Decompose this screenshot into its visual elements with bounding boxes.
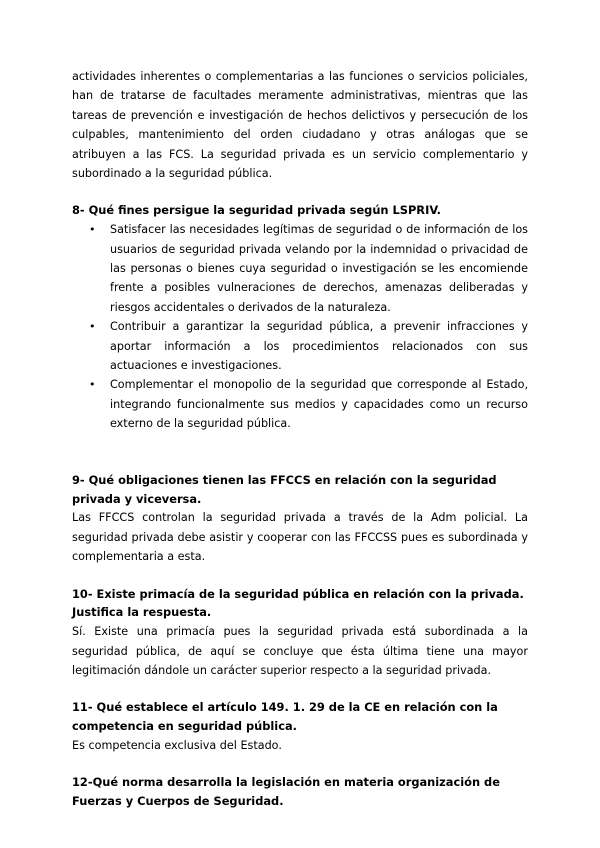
bullet-item: • Satisfacer las necesidades legítimas de seguridad o de información de los usuarios de seguridad privada velando por la indemnidad o privacidad de las personas o bienes cuya seguridad o investigación se les encomiende frente a posibles vulneraciones de derechos, amenazas deliberadas y riesgos accidentales o derivados de la naturaleza. [72,220,528,317]
document-body [72,67,528,811]
question-8-bullet-list [72,220,528,433]
question-10-heading: 10- Existe primacía de la seguridad pública en relación con la privada. Justifica la respuesta. [72,586,524,620]
question-9-answer: Las FFCCS controlan la seguridad privada a través de la Adm policial. La seguridad privada debe asistir y cooperar con las FFCCSS pues es subordinada y complementaria a esta. [72,511,528,564]
question-11-heading: 11- Qué establece el artículo 149. 1. 29 de la CE en relación con la competencia en seguridad pública. [72,700,498,734]
bullet-item: • Contribuir a garantizar la seguridad pública, a prevenir infracciones y aportar información a los procedimientos relacionados con sus actuaciones e investigaciones. [72,317,528,375]
intro-paragraph: actividades inherentes o complementarias a las funciones o servicios policiales, han de tratarse de facultades meramente administrativas, mientras que las tareas de prevención e investigación de hechos delictivos y persecución de los culpables, mantenimiento del orden ciudadano y otras análogas que se atribuyen a las FCS. La seguridad privada es un servicio complementario y subordinado a la seguridad pública. [72,70,528,181]
question-12-heading: 12-Qué norma desarrolla la legislación en materia organización de Fuerzas y Cuerpos de Seguridad. [72,775,500,809]
bullet-item: • Complementar el monopolio de la seguridad que corresponde al Estado, integrando funcionalmente sus medios y capacidades como un recurso externo de la seguridad pública. [72,375,528,433]
question-8-heading: 8- Qué fines persigue la seguridad privada según LSPRIV. [72,203,441,218]
question-10-answer: Sí. Existe una primacía pues la seguridad privada está subordinada a la seguridad pública, de aquí se concluye que ésta última tiene una mayor legitimación dándole un carácter superior respecto a la seguridad privada. [72,625,528,677]
question-9-heading: 9- Qué obligaciones tienen las FFCCS en relación con la seguridad privada y viceversa. [72,472,497,506]
question-11-answer: Es competencia exclusiva del Estado. [72,738,282,752]
